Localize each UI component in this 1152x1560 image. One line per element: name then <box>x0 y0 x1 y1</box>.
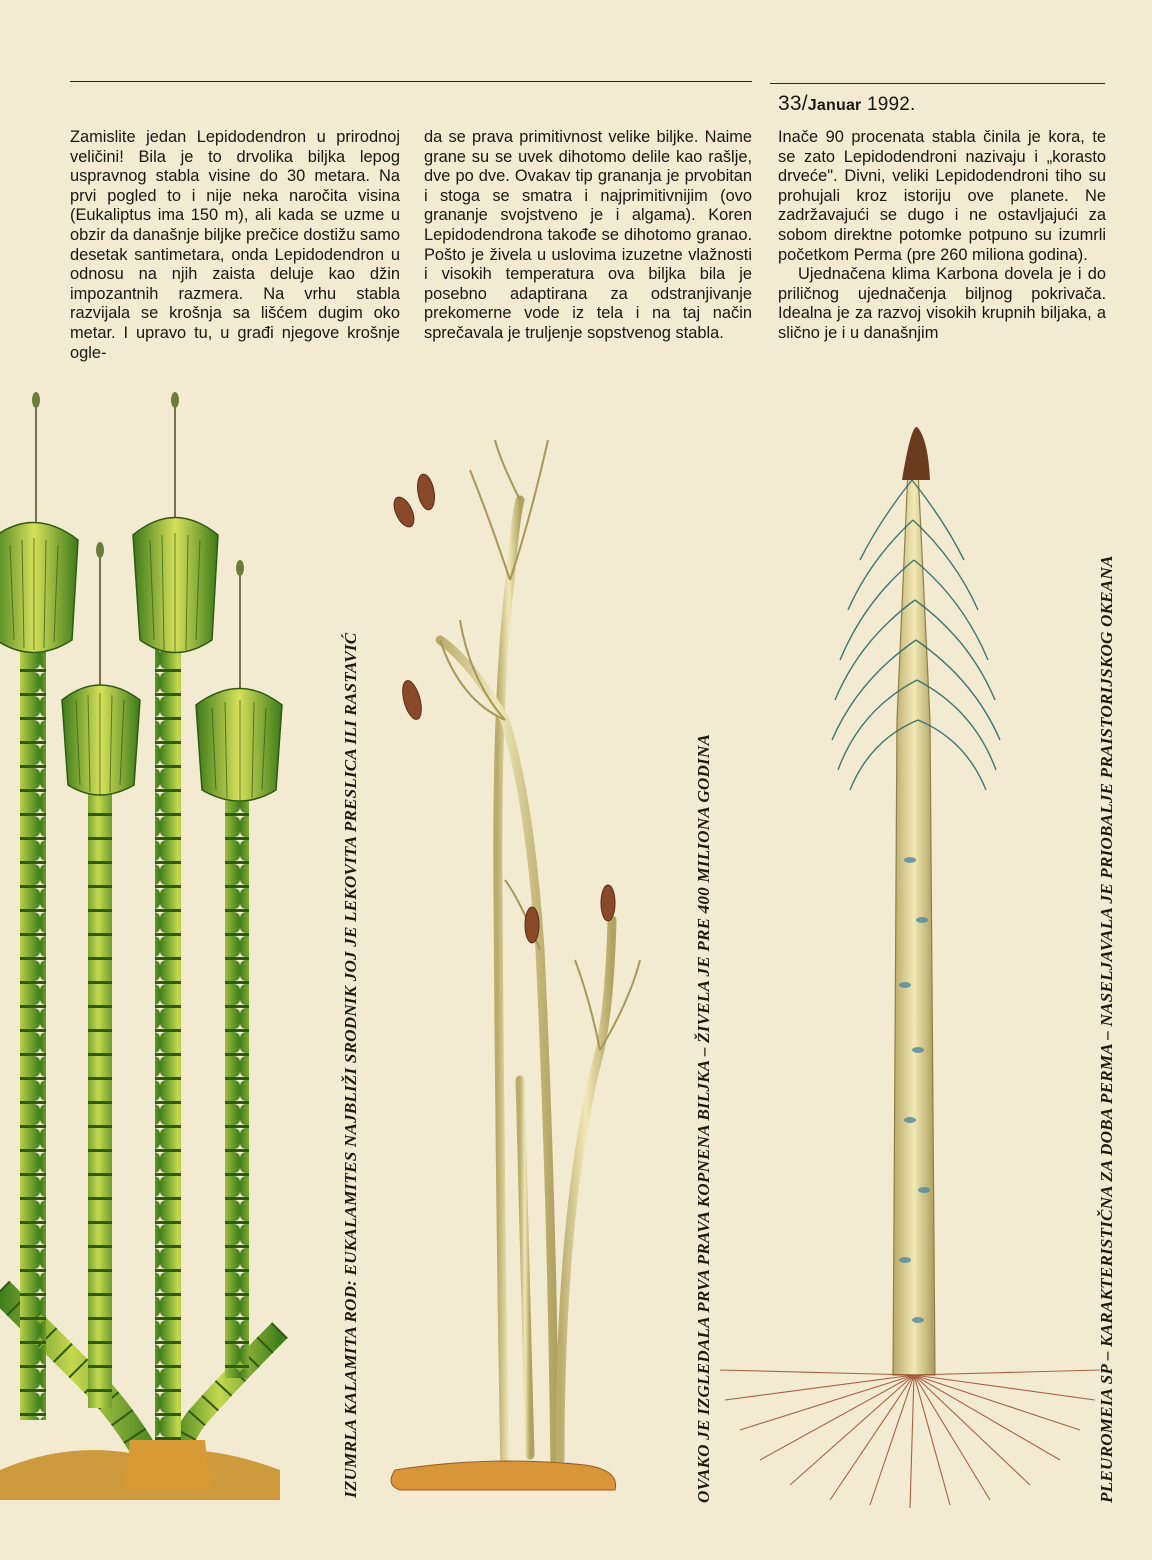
issue-month: Januar <box>807 97 862 114</box>
issue-year: 1992. <box>866 94 916 115</box>
caption-rhynia-text: OVAKO JE IZGLEDALA PRVA PRAVA KOPNENA BILJKA – ŽIVELA JE PRE 400 MILIONA GODINA <box>694 733 713 1503</box>
paragraph: Ujednačena klima Karbona dovela je i do priličnog ujednačenja biljnog pokrivača. Idealna je za razvoj visokih krupnih biljaka, a slično je i u današnjim <box>778 265 1106 342</box>
paragraph: da se prava primitivnost velike biljke. Naime grane su se uvek dihotomo delile kao rašlje, dve po dve. Ovakav tip grananja je prvobitan i stoga se smatra i najprimitivnijim (ovo grananje svojstveno je i algama). Koren Lepidodendrona takođe se dihotomo granao. Pošto je živela u uslovima izuzetne vlažnosti i visokih temperatura ova biljka bila je posebno adaptirana za odstranjivanje prekomerne vode iz tela i na taj način sprečavala je truljenje sopstvenog stabla. <box>424 128 752 342</box>
caption-pleuromeia-text: PLEUROMEIA SP – KARAKTERISTIČNA ZA DOBA PERMA – NASELJAVALA JE PRIOBALJE PRAISTORIJSKOG OKEANA <box>1097 555 1116 1503</box>
caption-calamite-text: IZUMRLA KALAMITA ROD: EUKALAMITES NAJBLIŽI SRODNIK JOJ JE LEKOVITA PRESLICA ILI RASTAVIĆ <box>341 632 360 1498</box>
page-number: 33/ <box>778 92 808 115</box>
pleuromeia-illustration <box>720 427 1100 1508</box>
paragraph: Inače 90 procenata stabla činila je kora, te se zato Lepidodendroni nazivaju i „korasto drveće". Divni, veliki Lepidodendroni tiho su prohujali kroz istoriju ove planete. Ne zadržavajući se dugo i ne ostavljajući za sobom direktne potomke potpuno su izumrli početkom Perma (pre 260 miliona godina). <box>778 128 1106 264</box>
rhynia-illustration <box>390 440 640 1490</box>
calamite-illustration <box>0 392 282 1500</box>
paragraph: Zamislite jedan Lepidodendron u prirodnoj veličini! Bila je to drvolika biljka lepog uspravnog stabla visine do 30 metara. Na prvi pogled to i nije neka naročita visina (Eukaliptus ima 150 m), ali kada se uzme u obzir da današnje biljke prečice dostižu samo desetak santimetara, onda Lepidodendron u odnosu na njih zaista deluje kao džin impozantnih razmera. Na vrhu stabla razvijala se krošnja sa lišćem dugim oko metar. I upravo tu, u građi njegove krošnje ogle- <box>70 128 400 362</box>
